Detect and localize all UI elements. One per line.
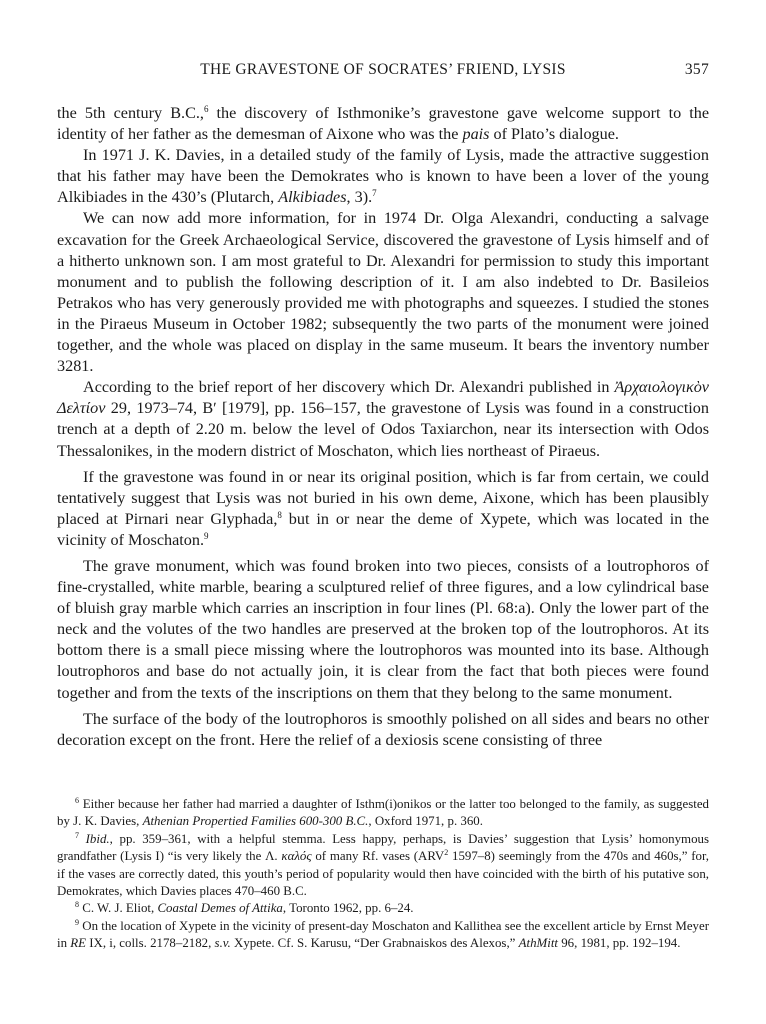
main-text xyxy=(57,103,709,751)
paragraph: the 5th century B.C.,$^6$ the discovery of Isthmonike’s gravestone gave welcome support to the identity of her father as the demesman of Aixone who was the pais of Plato’s dialogue. xyxy=(57,104,710,144)
paragraph: In 1971 J. K. Davies, in a detailed study of the family of Lysis, made the attractive suggestion that his father may have been the Demokrates who is known to have been a lover of the young Alkibiades in the 430’s (Plutarch, Alkibiades, 3).$^7$ xyxy=(57,146,709,207)
running-header xyxy=(57,61,709,85)
paragraph: The grave monument, which was found broken into two pieces, consists of a loutrophoros of fine-crystalled, white marble, bearing a sculptured relief of three figures, and a low cylindrical base of bluish gray marble which carries an inscription in four lines (Pl. 68:a). Only the lower part of the neck and the volutes of the two handles are preserved at the broken top of the loutrophoros. At its bottom there is a small piece missing where the loutrophoros was mounted into its base. Although loutrophoros and base do not actually join, it is clear from the fact that both pieces were found together and from the texts of the inscriptions on them that they belong to the same monument. xyxy=(57,556,709,702)
footnote-ref: 9 xyxy=(204,530,209,541)
footnote: $^7$ Ibid., pp. 359–361, with a helpful stemma. Less happy, perhaps, is Davies’ suggestion that Lysis’ homonymous grandfather (Lysis I) “is very likely the Λ. καλός of many Rf. vases (ARV$^2$ 1597–8) seemingly from the 470s and 460s,” for, if the vases are correctly dated, this youth’s period of popularity would then have coincided with the birth of his putative son, Demokrates, which Davies places 470–460 B.C. xyxy=(57,830,709,899)
footnote: $^8$ C. W. J. Eliot, Coastal Demes of Attika, Toronto 1962, pp. 6–24. xyxy=(75,900,414,916)
paragraph: We can now add more information, for in 1974 Dr. Olga Alexandri, conducting a salvage excavation for the Greek Archaeological Service, discovered the gravestone of Lysis himself and of a hitherto unknown son. I am most grateful to Dr. Alexandri for permission to study this important monument and to publish the following description of it. I am also indebted to Dr. Basileios Petrakos who has very generously provided me with photographs and squeezes. I studied the stones in the Piraeus Museum in October 1982; subsequently the two parts of the monument were joined together, and the whole was placed on display in the same museum. It bears the inventory number 3281. xyxy=(57,209,709,376)
footnote-ref: 8 xyxy=(277,509,282,520)
running-title: THE GRAVESTONE OF SOCRATES’ FRIEND, LYSIS xyxy=(200,61,566,78)
footnote-ref: 6 xyxy=(203,104,209,114)
paragraph: According to the brief report of her discovery which Dr. Alexandri published in Ἀρχαιολογικὸν Δελτίον 29, 1973–74, Bʹ [1979], pp. 156–157, the gravestone of Lysis was found in a construction trench at a depth of 2.20 m. below the level of Odos Taxiarchon, near its intersection with Odos Thessalonikes, in the modern district of Moschaton, which lies northeast of Piraeus. xyxy=(57,378,709,460)
footnotes xyxy=(57,796,709,953)
paragraph: The surface of the body of the loutrophoros is smoothly polished on all sides and bears no other decoration except on the front. Here the relief of a dexiosis scene consisting of three xyxy=(57,709,709,749)
footnote-ref: 7 xyxy=(372,188,377,199)
footnote: $^6$ Either because her father had married a daughter of Isthm(i)onikos or the latter too belonged to the family, as suggested by J. K. Davies, Athenian Propertied Families 600-300 B.C., Oxford 1971, p. 360. xyxy=(57,796,709,829)
paragraph: If the gravestone was found in or near its original position, which is far from certain, we could tentatively suggest that Lysis was not buried in his own deme, Aixone, which has been plausibly placed at Pirnari near Glyphada,$^8$ but in or near the deme of Xypete, which was located in the vicinity of Moschaton.$^9$ xyxy=(57,467,709,549)
footnote: $^9$ On the location of Xypete in the vicinity of present-day Moschaton and Kallithea see the excellent article by Ernst Meyer in RE IX, i, colls. 2178–2182, s.v. Xypete. Cf. S. Karusu, “Der Grabnaiskos des Alexos,” AthMitt 96, 1981, pp. 192–194. xyxy=(57,917,709,951)
page-number: 357 xyxy=(684,61,709,78)
